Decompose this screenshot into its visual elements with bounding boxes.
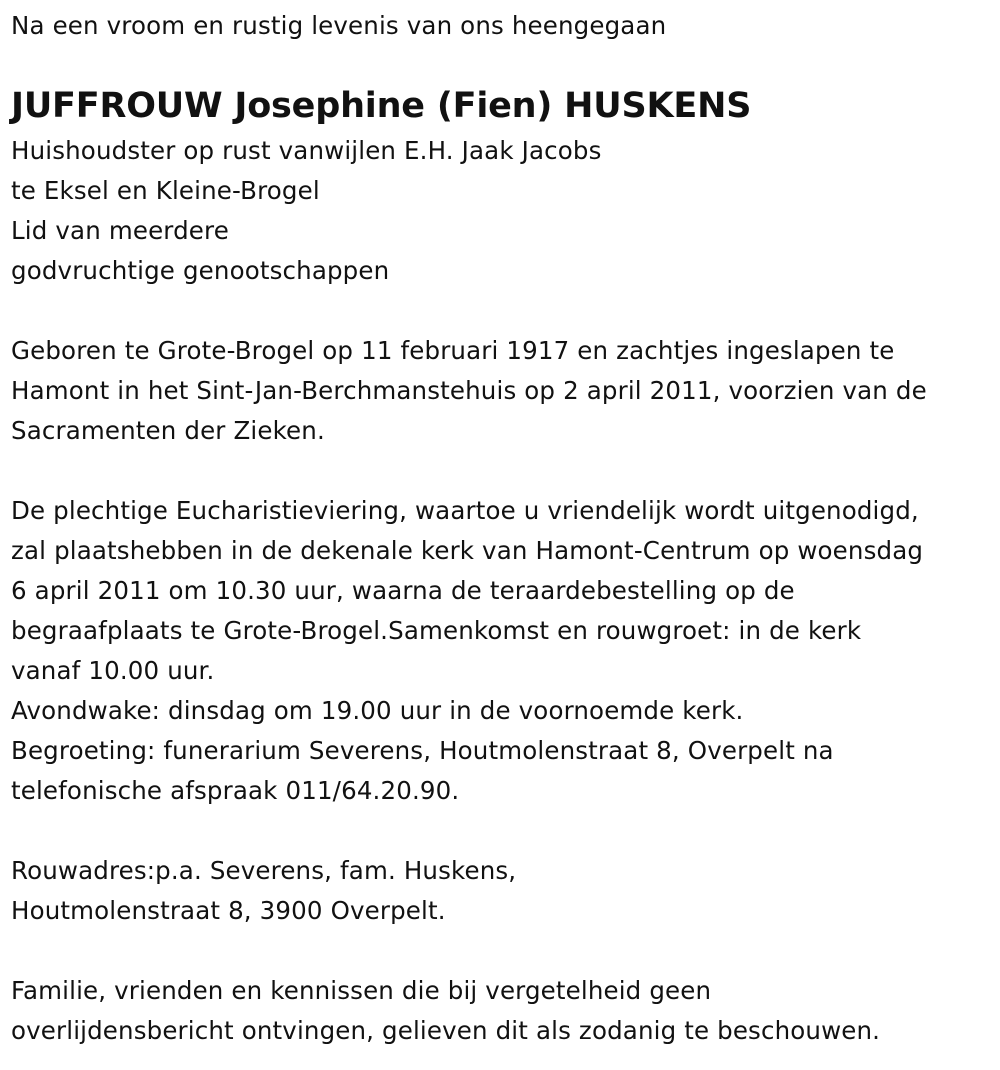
title-line: Huishoudster op rust vanwijlen E.H. Jaak Jacobs [11,136,602,165]
address-line: Rouwadres:p.a. Severens, fam. Huskens, [11,856,517,885]
title-line: godvruchtige genootschappen [11,256,390,285]
ceremony-line: begraafplaats te Grote-Brogel.Samenkomst en rouwgroet: in de kerk [11,616,862,645]
spacer [11,451,993,491]
birth-death-line: Hamont in het Sint-Jan-Berchmanstehuis op 2 april 2011, voorzien van de [11,376,927,405]
birth-death-line: Sacramenten der Zieken. [11,416,325,445]
title-line: te Eksel en Kleine-Brogel [11,176,320,205]
spacer [11,931,993,971]
closing-paragraph [11,971,993,1051]
ceremony-line: vanaf 10.00 uur. [11,656,215,685]
spacer [11,811,993,851]
obituary-notice [11,6,993,1051]
title-line: Lid van meerdere [11,216,229,245]
visitation-phone-line: telefonische afspraak 011/64.20.90. [11,776,460,805]
spacer [11,291,993,331]
deceased-name: JUFFROUW Josephine (Fien) HUSKENS [11,86,752,126]
birth-death-line: Geboren te Grote-Brogel op 11 februari 1917 en zachtjes ingeslapen te [11,336,895,365]
address-line: Houtmolenstraat 8, 3900 Overpelt. [11,896,446,925]
ceremony-line: De plechtige Eucharistieviering, waartoe u vriendelijk wordt uitgenodigd, [11,496,919,525]
visitation-line: Begroeting: funerarium Severens, Houtmolenstraat 8, Overpelt na [11,736,834,765]
mourning-address [11,851,993,931]
ceremony-line: 6 april 2011 om 10.30 uur, waarna de teraardebestelling op de [11,576,795,605]
closing-line: Familie, vrienden en kennissen die bij vergetelheid geen [11,976,712,1005]
ceremony-line: zal plaatshebben in de dekenale kerk van Hamont-Centrum op woensdag [11,536,924,565]
intro-text: Na een vroom en rustig levenis van ons heengegaan [11,11,667,40]
ceremony-paragraph [11,491,993,811]
wake-line: Avondwake: dinsdag om 19.00 uur in de voornoemde kerk. [11,696,744,725]
birth-death-paragraph [11,331,993,451]
titles-block [11,131,993,291]
closing-line: overlijdensbericht ontvingen, gelieven dit als zodanig te beschouwen. [11,1016,881,1045]
